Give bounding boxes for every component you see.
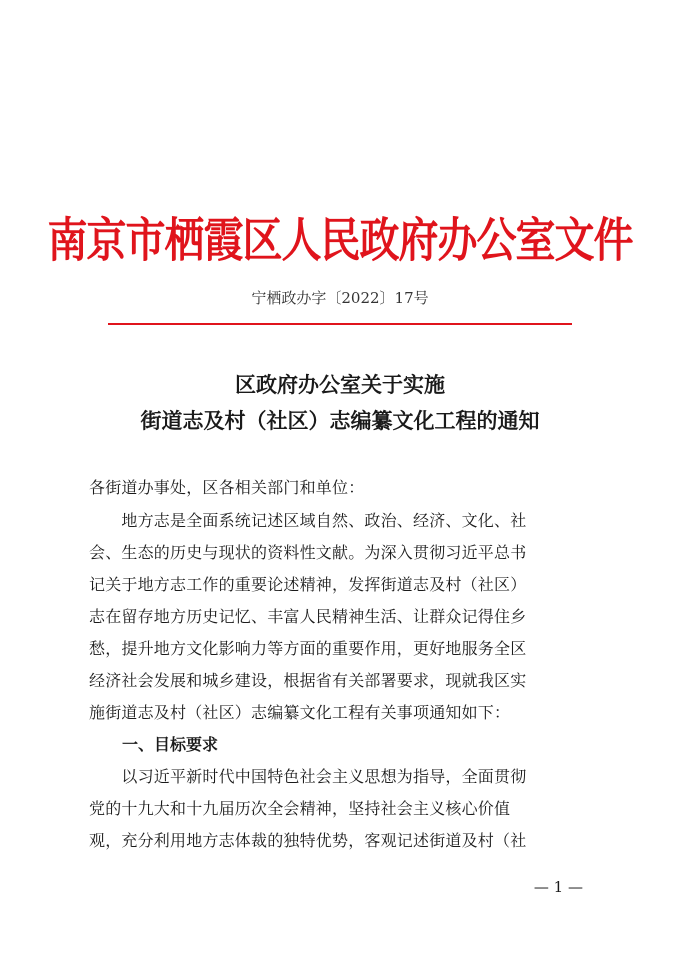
- paragraph-line: 经济社会发展和城乡建设，根据省有关部署要求，现就我区实: [89, 671, 527, 690]
- paragraph-line: 愁，提升地方文化影响力等方面的重要作用，更好地服务全区: [89, 639, 527, 658]
- document-masthead: 南京市栖霞区人民政府办公室文件: [47, 213, 633, 269]
- paragraph-line: 地方志是全面系统记述区域自然、政治、经济、文化、社: [89, 511, 527, 530]
- paragraph-line: 记关于地方志工作的重要论述精神，发挥街道志及村（社区）: [89, 575, 527, 594]
- paragraph-line: 志在留存地方历史记忆、丰富人民精神生活、让群众记得住乡: [89, 607, 527, 626]
- document-number: 宁栖政办字〔2022〕17号: [251, 289, 429, 307]
- salutation: 各街道办事处，区各相关部门和单位：: [89, 478, 365, 497]
- paragraph-line: 施街道志及村（社区）志编纂文化工程有关事项通知如下：: [89, 703, 511, 722]
- paragraph-line: 党的十九大和十九届历次全会精神，坚持社会主义核心价值: [89, 799, 511, 818]
- page-number: — 1 —: [533, 878, 583, 896]
- red-divider-line: [108, 323, 572, 325]
- document-title-line-2: 街道志及村（社区）志编纂文化工程的通知: [140, 408, 540, 433]
- paragraph-line: 会、生态的历史与现状的资料性文献。为深入贯彻习近平总书: [89, 543, 527, 562]
- paragraph-line: 观，充分利用地方志体裁的独特优势，客观记述街道及村（社: [89, 831, 527, 850]
- paragraph-line: 以习近平新时代中国特色社会主义思想为指导，全面贯彻: [89, 767, 527, 786]
- document-title-line-1: 区政府办公室关于实施: [235, 372, 445, 397]
- section-heading: 一、目标要求: [122, 735, 219, 754]
